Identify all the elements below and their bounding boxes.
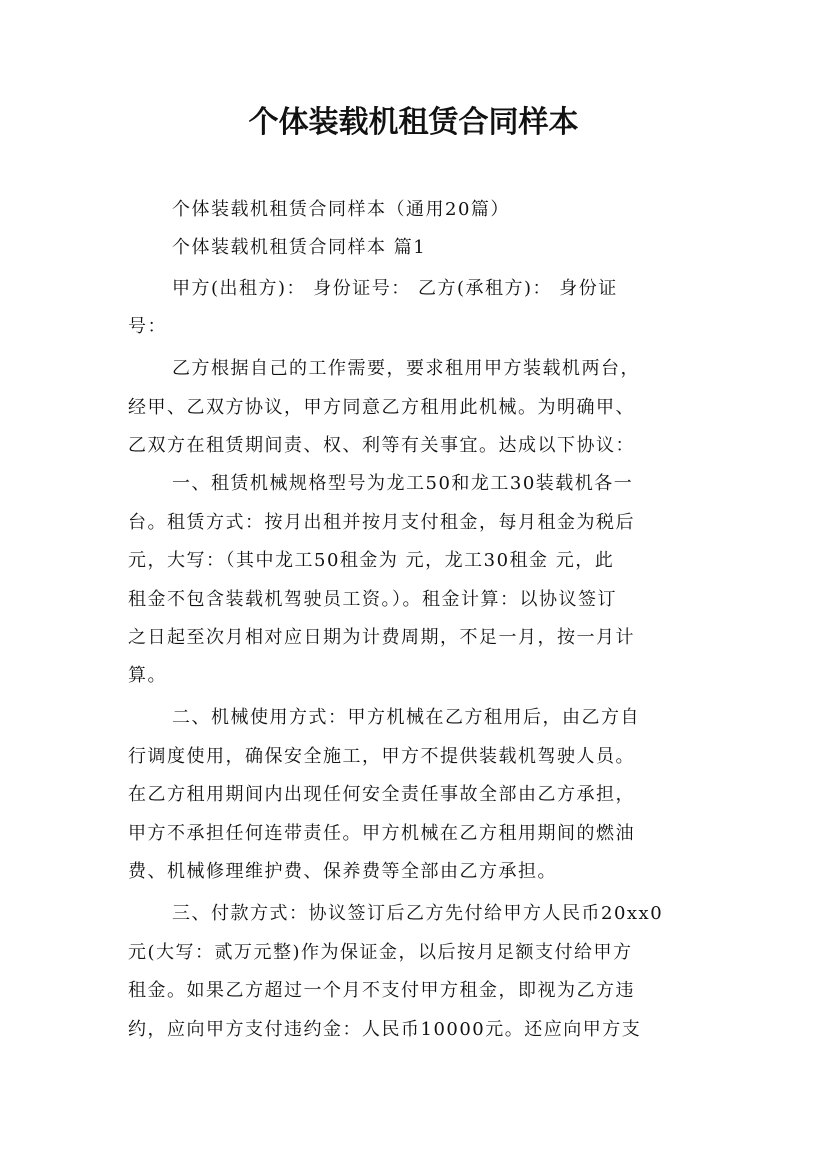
paragraph-line: 甲方(出租方)： 身份证号： 乙方(承租方)： 身份证 xyxy=(172,278,618,299)
paragraph-line: 甲方不承担任何连带责任。甲方机械在乙方租用期间的燃油 xyxy=(128,823,635,844)
paragraph-line: 经甲、乙双方协议，甲方同意乙方租用此机械。为明确甲、 xyxy=(128,397,635,418)
paragraph-line: 乙双方在租赁期间责、权、利等有关事宜。达成以下协议： xyxy=(128,435,635,456)
document-title: 个体装载机租赁合同样本 xyxy=(248,105,579,140)
paragraph-line: 行调度使用，确保安全施工，甲方不提供装载机驾驶人员。 xyxy=(128,746,635,767)
paragraph-line: 在乙方租用期间内出现任何安全责任事故全部由乙方承担， xyxy=(128,784,635,805)
paragraph-line: 个体装载机租赁合同样本 篇1 xyxy=(172,237,427,258)
paragraph-line: 号： xyxy=(128,316,167,337)
paragraph-line: 乙方根据自己的工作需要，要求租用甲方装载机两台， xyxy=(172,358,640,379)
paragraph-line: 元(大写：贰万元整)作为保证金，以后按月足额支付给甲方 xyxy=(128,942,633,963)
paragraph-line: 之日起至次月相对应日期为计费周期，不足一月，按一月计 xyxy=(128,627,635,648)
paragraph-line: 元，大写：（其中龙工50租金为 元，龙工30租金 元，此 xyxy=(128,550,615,571)
paragraph-line: 租金不包含装载机驾驶员工资。）。租金计算：以协议签订 xyxy=(128,589,617,610)
paragraph-line: 台。租赁方式：按月出租并按月支付租金，每月租金为税后 xyxy=(128,512,635,533)
paragraph-line: 个体装载机租赁合同样本（通用20篇） xyxy=(172,199,510,220)
paragraph-line: 二、机械使用方式：甲方机械在乙方租用后，由乙方自 xyxy=(172,707,640,728)
paragraph-line: 三、付款方式：协议签订后乙方先付给甲方人民币20xx0 xyxy=(172,903,664,924)
paragraph-line: 一、租赁机械规格型号为龙工50和龙工30装载机各一 xyxy=(172,473,634,494)
paragraph-line: 约，应向甲方支付违约金：人民币10000元。还应向甲方支 xyxy=(128,1019,642,1040)
paragraph-line: 租金。如果乙方超过一个月不支付甲方租金，即视为乙方违 xyxy=(128,980,635,1001)
paragraph-line: 费、机械修理维护费、保养费等全部由乙方承担。 xyxy=(128,861,557,882)
paragraph-line: 算。 xyxy=(128,665,167,686)
